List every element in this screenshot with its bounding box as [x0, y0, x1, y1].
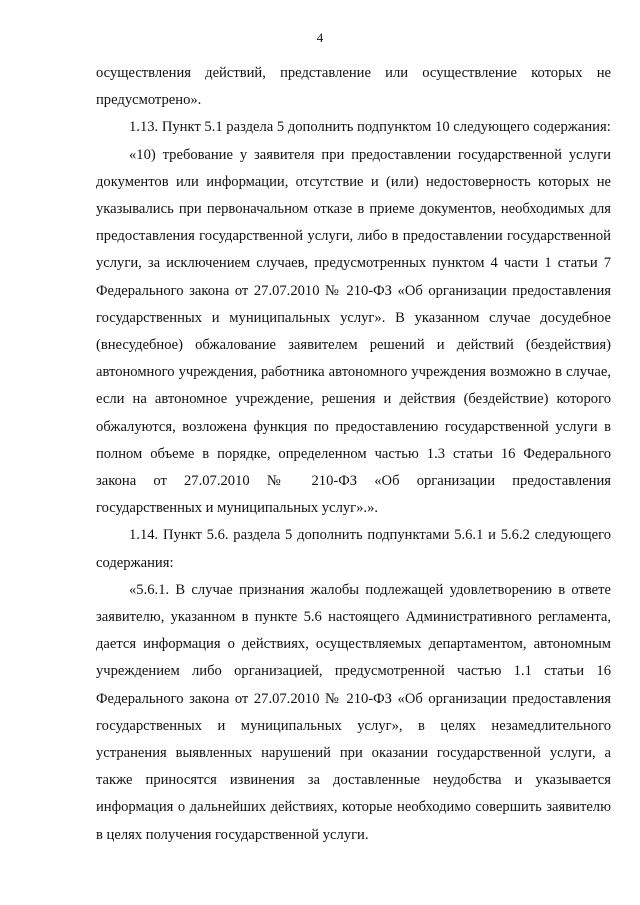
- document-body: [96, 60, 611, 849]
- page-number: 4: [316, 30, 324, 45]
- paragraph-subitem-10: «10) требование у заявителя при предоставлении государственной услуги документов или информации, отсутствие и (или) недостоверность которых не указывались при первоначальном отказе в приеме документов, необходимых для предоставления государственной услуги, либо в предоставлении государственной услуги, за исключением случаев, предусмотренных пунктом 4 части 1 статьи 7 Федерального закона от 27.07.2010 № 210-ФЗ «Об организации предоставления государственных и муниципальных услуг». В указанном случае досудебное (внесудебное) обжалование заявителем решений и действий (бездействия) автономного учреждения, работника автономного учреждения возможно в случае, если на автономное учреждение, решения и действия (бездействие) которого обжалуются, возложена функция по предоставлению государственной услуги в полном объеме в порядке, определенном частью 1.3 статьи 16 Федерального закона от 27.07.2010 № 210-ФЗ «Об организации предоставления государственных и муниципальных услуг».».: [96, 146, 611, 517]
- paragraph-item-1-13: 1.13. Пункт 5.1 раздела 5 дополнить подпунктом 10 следующего содержания:: [129, 119, 611, 136]
- paragraph-subitem-5-6-1: «5.6.1. В случае признания жалобы подлежащей удовлетворению в ответе заявителю, указанном в пункте 5.6 настоящего Административного регламента, дается информация о действиях, осуществляемых департаментом, автономным учреждением либо организацией, предусмотренной частью 1.1 статьи 16 Федерального закона от 27.07.2010 № 210-ФЗ «Об организации предоставления государственных и муниципальных услуг», в целях незамедлительного устранения выявленных нарушений при оказании государственной услуги, а также приносятся извинения за доставленные неудобства и указывается информация о дальнейших действиях, которые необходимо совершить заявителю в целях получения государственной услуги.: [96, 581, 611, 843]
- paragraph-item-1-14: 1.14. Пункт 5.6. раздела 5 дополнить подпунктами 5.6.1 и 5.6.2 следующего содержания:: [96, 527, 611, 571]
- paragraph-continuation: осуществления действий, представление или осуществление которых не предусмотрено».: [96, 65, 611, 109]
